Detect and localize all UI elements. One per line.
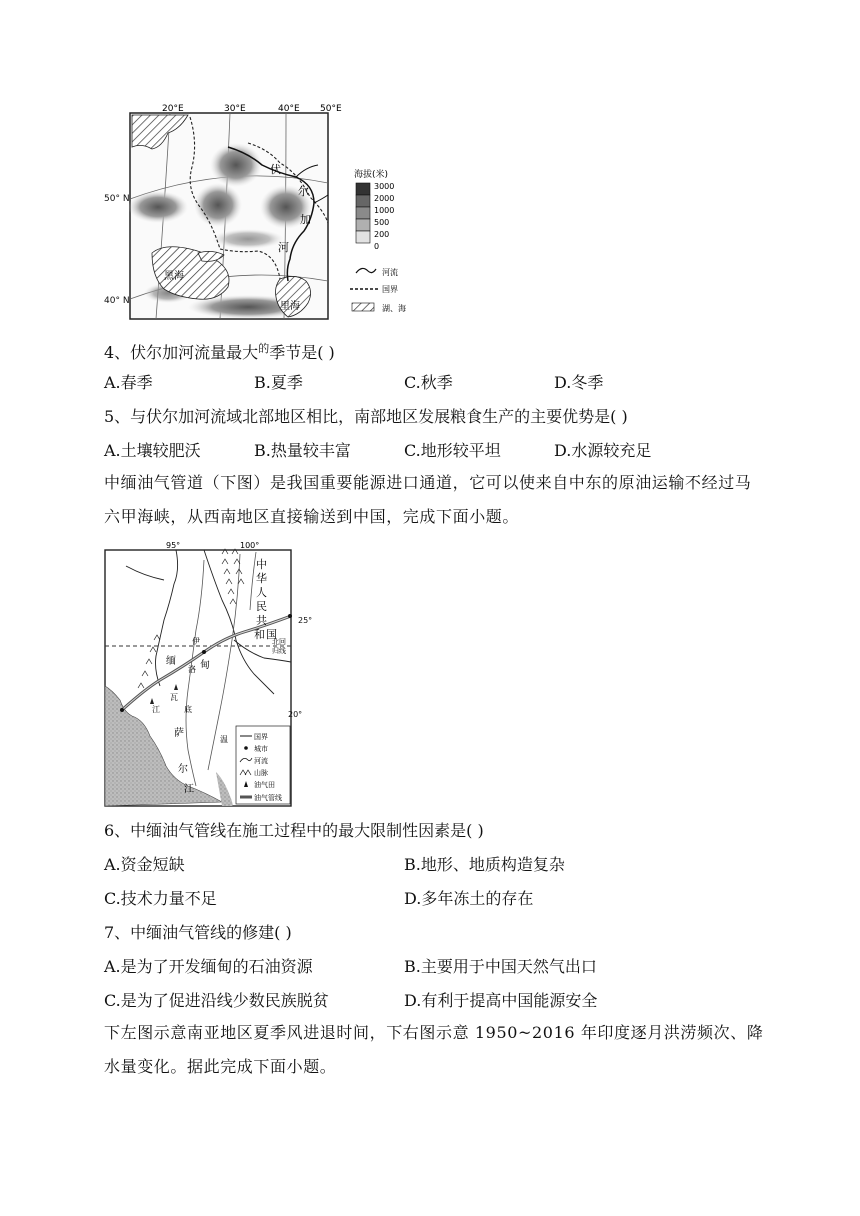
river-char-5: 江 <box>152 705 160 714</box>
q7-option-b: B.主要用于中国天然气出口 <box>404 957 597 976</box>
q4-stem <box>104 338 335 364</box>
lon-100: 100° <box>240 541 260 550</box>
lon-40: 40°E <box>278 104 300 114</box>
q6-option-b: B.地形、地质构造复杂 <box>404 855 565 874</box>
myanmar-char-2: 甸 <box>200 660 210 671</box>
river-char-4: 底 <box>184 705 192 714</box>
legend-river-2: 河流 <box>254 757 268 765</box>
salween-char-3: 温 <box>220 735 228 744</box>
china-char-4: 民 <box>256 600 267 613</box>
river-char-1: 伊 <box>192 637 200 646</box>
legend-500: 500 <box>374 218 390 227</box>
salween-char-1: 萨 <box>174 728 184 739</box>
china-char-2: 华 <box>256 572 267 585</box>
legend-river: 河流 <box>382 268 398 277</box>
china-char-6: 和 <box>254 628 265 641</box>
lat-20-label: 20° <box>288 710 303 719</box>
q4-option-d: D.冬季 <box>554 373 604 392</box>
q6-option-d: D.多年冻土的存在 <box>404 889 534 908</box>
lat-25-label: 25° <box>298 616 313 625</box>
legend-oilfield: 油气田 <box>254 781 275 789</box>
lon-95: 95° <box>166 541 181 550</box>
tropic-label-1: 北回 <box>272 638 286 646</box>
q7-stem: 7、中缅油气管线的修建( ) <box>104 923 292 942</box>
q5-option-d: D.水源较充足 <box>554 441 652 460</box>
q5-option-c: C.地形较平坦 <box>404 441 501 460</box>
pipeline-map <box>104 540 296 808</box>
q7-option-c: C.是为了促进沿线少数民族脱贫 <box>104 991 329 1010</box>
q7-option-d: D.有利于提高中国能源安全 <box>404 991 598 1010</box>
lon-20: 20°E <box>162 104 184 114</box>
q6-option-c: C.技术力量不足 <box>104 889 217 908</box>
q6-option-a: A.资金短缺 <box>104 855 185 874</box>
legend-3000: 3000 <box>374 182 395 191</box>
legend-pipeline: 油气管线 <box>254 794 282 802</box>
q5-stem: 5、与伏尔加河流域北部地区相比，南部地区发展粮食生产的主要优势是( ) <box>104 407 628 426</box>
q4-option-c: C.秋季 <box>404 373 453 392</box>
legend-0: 0 <box>374 242 380 251</box>
river-char-2: 洛 <box>188 665 196 674</box>
legend-city: 城市 <box>254 745 268 753</box>
legend-border: 国界 <box>382 285 398 294</box>
q6-stem: 6、中缅油气管线在施工过程中的最大限制性因素是( ) <box>104 821 484 840</box>
elevation-legend <box>350 168 406 313</box>
q5-option-b: B.热量较丰富 <box>254 441 351 460</box>
lon-50: 50°E <box>320 104 342 114</box>
china-char-1: 中 <box>256 558 267 571</box>
map-label-3: 加 <box>300 213 311 226</box>
china-char-3: 人 <box>256 586 267 599</box>
salween-char-4: 江 <box>184 784 194 795</box>
intro-paragraph-1: 中缅油气管道（下图）是我国重要能源进口通道，它可以使来自中东的原油运输不经过马六甲海峡，从西南地区直接输送到中国，完成下面小题。 <box>104 473 752 526</box>
lat-40-label: 40° N <box>104 296 130 306</box>
q4-option-b: B.夏季 <box>254 373 303 392</box>
intro-paragraph-2: 下左图示意南亚地区夏季风进退时间，下右图示意 1950~2016 年印度逐月洪涝频次、降水量变化。据此完成下面小题。 <box>104 1023 764 1076</box>
volga-basin-map <box>128 103 428 321</box>
legend-1000: 1000 <box>374 206 395 215</box>
q4-stem-text: 4、伏尔加河流量最大 <box>104 343 259 362</box>
q4-stem-tail: 季节是( ) <box>269 343 335 362</box>
legend-title: 海拔(米) <box>354 170 389 180</box>
black-sea-label: 黑海 <box>164 271 184 282</box>
caspian-sea-label: 里海 <box>280 301 300 312</box>
pipeline-legend <box>236 726 290 804</box>
legend-200: 200 <box>374 230 390 239</box>
salween-char-2: 尔 <box>178 764 188 775</box>
q4-stem-sup: 的 <box>258 342 270 355</box>
legend-mountain: 山脉 <box>254 769 268 777</box>
q7-option-a: A.是为了开发缅甸的石油资源 <box>104 957 313 976</box>
legend-border-2: 国界 <box>254 733 268 741</box>
tropic-label-2: 归线 <box>272 647 286 655</box>
china-char-7: 国 <box>266 628 277 641</box>
q4-option-a: A.春季 <box>104 373 153 392</box>
legend-2000: 2000 <box>374 194 395 203</box>
map-label-2: 尔 <box>298 185 309 198</box>
q5-option-a: A.土壤较肥沃 <box>104 441 201 460</box>
legend-lake-sea: 湖、海 <box>382 304 406 313</box>
lon-30: 30°E <box>224 104 246 114</box>
map-label-4: 河 <box>278 241 289 254</box>
lat-50-label: 50° N <box>104 194 130 204</box>
map-label-1: 伏 <box>270 163 281 176</box>
china-char-5: 共 <box>256 614 267 627</box>
myanmar-char-1: 缅 <box>166 656 176 667</box>
river-char-3: 瓦 <box>170 693 178 702</box>
